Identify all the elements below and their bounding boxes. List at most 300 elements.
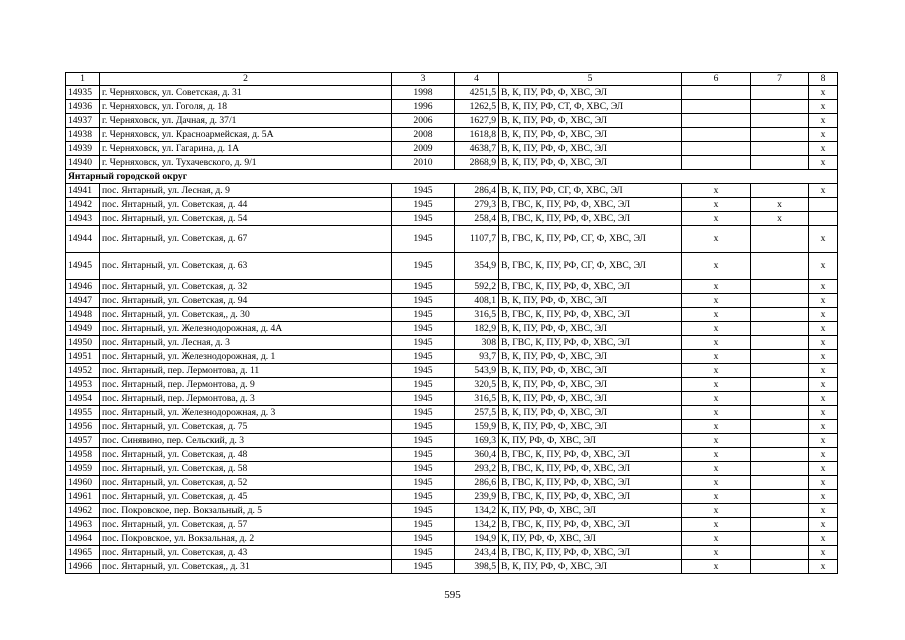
col6-mark bbox=[682, 156, 751, 170]
col7-mark bbox=[751, 128, 809, 142]
works-cell: В, К, ПУ, РФ, Ф, ХВС, ЭЛ bbox=[499, 350, 682, 364]
col7-mark bbox=[751, 448, 809, 462]
col8-mark: х bbox=[809, 156, 838, 170]
table-row bbox=[66, 336, 838, 350]
area-cell: 2868,9 bbox=[455, 156, 499, 170]
address-cell: пос. Янтарный, ул. Железнодорожная, д. 3 bbox=[100, 406, 392, 420]
col8-mark: х bbox=[809, 518, 838, 532]
col6-mark: х bbox=[682, 184, 751, 198]
col7-mark bbox=[751, 308, 809, 322]
col7-mark bbox=[751, 350, 809, 364]
col7-mark bbox=[751, 294, 809, 308]
col7-mark bbox=[751, 86, 809, 100]
year-cell: 1945 bbox=[392, 198, 455, 212]
area-cell: 398,5 bbox=[455, 560, 499, 574]
year-cell: 1945 bbox=[392, 253, 455, 280]
col8-mark: х bbox=[809, 322, 838, 336]
year-cell: 1945 bbox=[392, 212, 455, 226]
col6-mark: х bbox=[682, 392, 751, 406]
col6-mark: х bbox=[682, 322, 751, 336]
table-row bbox=[66, 280, 838, 294]
year-cell: 1945 bbox=[392, 476, 455, 490]
col7-mark bbox=[751, 462, 809, 476]
year-cell: 1945 bbox=[392, 322, 455, 336]
year-cell: 2008 bbox=[392, 128, 455, 142]
record-id: 14949 bbox=[66, 322, 100, 336]
area-cell: 1618,8 bbox=[455, 128, 499, 142]
table-row bbox=[66, 392, 838, 406]
col7-mark bbox=[751, 518, 809, 532]
address-cell: пос. Янтарный, ул. Советская, д. 43 bbox=[100, 546, 392, 560]
area-cell: 182,9 bbox=[455, 322, 499, 336]
col8-mark: х bbox=[809, 350, 838, 364]
table-row bbox=[66, 128, 838, 142]
address-cell: пос. Янтарный, ул. Советская, д. 57 bbox=[100, 518, 392, 532]
address-cell: пос. Янтарный, пер. Лермонтова, д. 9 bbox=[100, 378, 392, 392]
col7-mark bbox=[751, 253, 809, 280]
page-number: 595 bbox=[444, 589, 461, 601]
area-cell: 243,4 bbox=[455, 546, 499, 560]
works-cell: В, ГВС, К, ПУ, РФ, Ф, ХВС, ЭЛ bbox=[499, 280, 682, 294]
works-cell: В, К, ПУ, РФ, Ф, ХВС, ЭЛ bbox=[499, 406, 682, 420]
col8-mark: х bbox=[809, 114, 838, 128]
area-cell: 1107,7 bbox=[455, 226, 499, 253]
col6-mark: х bbox=[682, 253, 751, 280]
works-cell: В, К, ПУ, РФ, Ф, ХВС, ЭЛ bbox=[499, 420, 682, 434]
table-row bbox=[66, 350, 838, 364]
works-cell: В, ГВС, К, ПУ, РФ, СГ, Ф, ХВС, ЭЛ bbox=[499, 253, 682, 280]
address-cell: г. Черняховск, ул. Красноармейская, д. 5А bbox=[100, 128, 392, 142]
address-cell: г. Черняховск, ул. Дачная, д. 37/1 bbox=[100, 114, 392, 128]
col8-mark: х bbox=[809, 308, 838, 322]
area-cell: 592,2 bbox=[455, 280, 499, 294]
col6-mark: х bbox=[682, 280, 751, 294]
record-id: 14941 bbox=[66, 184, 100, 198]
year-cell: 1945 bbox=[392, 392, 455, 406]
works-cell: В, ГВС, К, ПУ, РФ, Ф, ХВС, ЭЛ bbox=[499, 518, 682, 532]
year-cell: 1945 bbox=[392, 280, 455, 294]
col6-mark: х bbox=[682, 546, 751, 560]
col7-mark bbox=[751, 406, 809, 420]
address-cell: пос. Янтарный, ул. Советская, д. 52 bbox=[100, 476, 392, 490]
col6-mark: х bbox=[682, 462, 751, 476]
address-cell: пос. Покровское, пер. Вокзальный, д. 5 bbox=[100, 504, 392, 518]
table-row bbox=[66, 142, 838, 156]
table-row bbox=[66, 406, 838, 420]
col6-mark: х bbox=[682, 448, 751, 462]
col8-mark: х bbox=[809, 546, 838, 560]
record-id: 14965 bbox=[66, 546, 100, 560]
table-row bbox=[66, 420, 838, 434]
table-row bbox=[66, 212, 838, 226]
col-header-1: 1 bbox=[66, 73, 100, 86]
col8-mark: х bbox=[809, 294, 838, 308]
col7-mark bbox=[751, 280, 809, 294]
works-cell: В, К, ПУ, РФ, Ф, ХВС, ЭЛ bbox=[499, 560, 682, 574]
col7-mark bbox=[751, 114, 809, 128]
works-cell: В, К, ПУ, РФ, Ф, ХВС, ЭЛ bbox=[499, 86, 682, 100]
table-row bbox=[66, 114, 838, 128]
col7-mark bbox=[751, 336, 809, 350]
record-id: 14945 bbox=[66, 253, 100, 280]
col8-mark: х bbox=[809, 336, 838, 350]
address-cell: пос. Янтарный, ул. Советская,, д. 30 bbox=[100, 308, 392, 322]
record-id: 14951 bbox=[66, 350, 100, 364]
area-cell: 134,2 bbox=[455, 518, 499, 532]
col8-mark: х bbox=[809, 476, 838, 490]
works-cell: В, К, ПУ, РФ, Ф, ХВС, ЭЛ bbox=[499, 294, 682, 308]
year-cell: 1945 bbox=[392, 308, 455, 322]
area-cell: 316,5 bbox=[455, 308, 499, 322]
table-row bbox=[66, 86, 838, 100]
area-cell: 258,4 bbox=[455, 212, 499, 226]
table-row bbox=[66, 504, 838, 518]
area-cell: 286,4 bbox=[455, 184, 499, 198]
col8-mark: х bbox=[809, 100, 838, 114]
record-id: 14957 bbox=[66, 434, 100, 448]
year-cell: 2009 bbox=[392, 142, 455, 156]
works-cell: В, К, ПУ, РФ, Ф, ХВС, ЭЛ bbox=[499, 364, 682, 378]
record-id: 14935 bbox=[66, 86, 100, 100]
record-id: 14948 bbox=[66, 308, 100, 322]
record-id: 14947 bbox=[66, 294, 100, 308]
table-row bbox=[66, 184, 838, 198]
record-id: 14966 bbox=[66, 560, 100, 574]
col8-mark: х bbox=[809, 420, 838, 434]
address-cell: пос. Янтарный, ул. Советская, д. 94 bbox=[100, 294, 392, 308]
address-cell: пос. Янтарный, ул. Железнодорожная, д. 4А bbox=[100, 322, 392, 336]
year-cell: 1945 bbox=[392, 504, 455, 518]
area-cell: 1627,9 bbox=[455, 114, 499, 128]
area-cell: 543,9 bbox=[455, 364, 499, 378]
year-cell: 1945 bbox=[392, 518, 455, 532]
col7-mark bbox=[751, 560, 809, 574]
col8-mark: х bbox=[809, 392, 838, 406]
works-cell: В, ГВС, К, ПУ, РФ, Ф, ХВС, ЭЛ bbox=[499, 476, 682, 490]
area-cell: 408,1 bbox=[455, 294, 499, 308]
col7-mark bbox=[751, 322, 809, 336]
year-cell: 1998 bbox=[392, 86, 455, 100]
record-id: 14939 bbox=[66, 142, 100, 156]
record-id: 14944 bbox=[66, 226, 100, 253]
area-cell: 293,2 bbox=[455, 462, 499, 476]
address-cell: пос. Янтарный, ул. Лесная, д. 3 bbox=[100, 336, 392, 350]
record-id: 14937 bbox=[66, 114, 100, 128]
col7-mark bbox=[751, 434, 809, 448]
works-cell: В, К, ПУ, РФ, Ф, ХВС, ЭЛ bbox=[499, 378, 682, 392]
col6-mark bbox=[682, 100, 751, 114]
works-cell: В, ГВС, К, ПУ, РФ, Ф, ХВС, ЭЛ bbox=[499, 212, 682, 226]
works-cell: В, К, ПУ, РФ, Ф, ХВС, ЭЛ bbox=[499, 156, 682, 170]
works-cell: В, К, ПУ, РФ, Ф, ХВС, ЭЛ bbox=[499, 114, 682, 128]
table-row bbox=[66, 378, 838, 392]
col8-mark: х bbox=[809, 532, 838, 546]
record-id: 14958 bbox=[66, 448, 100, 462]
col6-mark: х bbox=[682, 560, 751, 574]
works-cell: В, ГВС, К, ПУ, РФ, Ф, ХВС, ЭЛ bbox=[499, 198, 682, 212]
col8-mark: х bbox=[809, 184, 838, 198]
address-cell: г. Черняховск, ул. Гоголя, д. 18 bbox=[100, 100, 392, 114]
year-cell: 1945 bbox=[392, 378, 455, 392]
col6-mark: х bbox=[682, 504, 751, 518]
year-cell: 1945 bbox=[392, 560, 455, 574]
year-cell: 1945 bbox=[392, 226, 455, 253]
address-cell: пос. Янтарный, ул. Советская, д. 67 bbox=[100, 226, 392, 253]
col6-mark: х bbox=[682, 518, 751, 532]
table-row bbox=[66, 308, 838, 322]
record-id: 14938 bbox=[66, 128, 100, 142]
works-cell: В, К, ПУ, РФ, Ф, ХВС, ЭЛ bbox=[499, 128, 682, 142]
year-cell: 1945 bbox=[392, 532, 455, 546]
area-cell: 308 bbox=[455, 336, 499, 350]
year-cell: 1945 bbox=[392, 364, 455, 378]
col6-mark bbox=[682, 114, 751, 128]
year-cell: 1945 bbox=[392, 546, 455, 560]
col6-mark: х bbox=[682, 212, 751, 226]
table-row bbox=[66, 490, 838, 504]
year-cell: 1945 bbox=[392, 406, 455, 420]
col7-mark bbox=[751, 364, 809, 378]
record-id: 14959 bbox=[66, 462, 100, 476]
address-cell: пос. Янтарный, ул. Советская, д. 58 bbox=[100, 462, 392, 476]
col-header-7: 7 bbox=[751, 73, 809, 86]
col7-mark bbox=[751, 142, 809, 156]
address-cell: пос. Покровское, ул. Вокзальная, д. 2 bbox=[100, 532, 392, 546]
table-row bbox=[66, 462, 838, 476]
area-cell: 354,9 bbox=[455, 253, 499, 280]
record-id: 14954 bbox=[66, 392, 100, 406]
area-cell: 316,5 bbox=[455, 392, 499, 406]
col-header-2: 2 bbox=[100, 73, 392, 86]
col7-mark bbox=[751, 392, 809, 406]
col8-mark: х bbox=[809, 490, 838, 504]
col8-mark: х bbox=[809, 142, 838, 156]
table-row bbox=[66, 518, 838, 532]
col7-mark bbox=[751, 378, 809, 392]
address-cell: пос. Янтарный, ул. Советская, д. 48 bbox=[100, 448, 392, 462]
col8-mark: х bbox=[809, 434, 838, 448]
year-cell: 1945 bbox=[392, 434, 455, 448]
address-cell: г. Черняховск, ул. Тухачевского, д. 9/1 bbox=[100, 156, 392, 170]
col7-mark: х bbox=[751, 212, 809, 226]
works-cell: В, К, ПУ, РФ, СТ, Ф, ХВС, ЭЛ bbox=[499, 100, 682, 114]
section-row bbox=[66, 170, 838, 184]
area-cell: 360,4 bbox=[455, 448, 499, 462]
year-cell: 1945 bbox=[392, 294, 455, 308]
year-cell: 1996 bbox=[392, 100, 455, 114]
year-cell: 1945 bbox=[392, 448, 455, 462]
col6-mark: х bbox=[682, 378, 751, 392]
works-cell: В, ГВС, К, ПУ, РФ, СГ, Ф, ХВС, ЭЛ bbox=[499, 226, 682, 253]
col8-mark: х bbox=[809, 226, 838, 253]
col8-mark bbox=[809, 198, 838, 212]
record-id: 14961 bbox=[66, 490, 100, 504]
col8-mark: х bbox=[809, 86, 838, 100]
col8-mark: х bbox=[809, 560, 838, 574]
table-row bbox=[66, 198, 838, 212]
col6-mark: х bbox=[682, 226, 751, 253]
area-cell: 169,3 bbox=[455, 434, 499, 448]
col-header-8: 8 bbox=[809, 73, 838, 86]
table-row bbox=[66, 448, 838, 462]
address-cell: пос. Янтарный, ул. Советская, д. 45 bbox=[100, 490, 392, 504]
col7-mark bbox=[751, 532, 809, 546]
address-cell: пос. Янтарный, ул. Советская, д. 44 bbox=[100, 198, 392, 212]
table-row bbox=[66, 434, 838, 448]
record-id: 14950 bbox=[66, 336, 100, 350]
column-number-row bbox=[66, 73, 838, 86]
col6-mark: х bbox=[682, 434, 751, 448]
address-cell: пос. Янтарный, ул. Советская,, д. 31 bbox=[100, 560, 392, 574]
col7-mark bbox=[751, 504, 809, 518]
record-id: 14956 bbox=[66, 420, 100, 434]
address-cell: пос. Янтарный, ул. Советская, д. 54 bbox=[100, 212, 392, 226]
col7-mark bbox=[751, 420, 809, 434]
record-id: 14946 bbox=[66, 280, 100, 294]
works-cell: В, ГВС, К, ПУ, РФ, Ф, ХВС, ЭЛ bbox=[499, 490, 682, 504]
table-row bbox=[66, 253, 838, 280]
col8-mark: х bbox=[809, 448, 838, 462]
area-cell: 257,5 bbox=[455, 406, 499, 420]
col6-mark: х bbox=[682, 308, 751, 322]
table-body bbox=[66, 73, 838, 574]
works-cell: К, ПУ, РФ, Ф, ХВС, ЭЛ bbox=[499, 504, 682, 518]
section-title: Янтарный городской округ bbox=[66, 170, 838, 184]
table-row bbox=[66, 322, 838, 336]
col7-mark bbox=[751, 546, 809, 560]
col8-mark bbox=[809, 212, 838, 226]
record-id: 14964 bbox=[66, 532, 100, 546]
works-cell: В, ГВС, К, ПУ, РФ, Ф, ХВС, ЭЛ bbox=[499, 546, 682, 560]
area-cell: 279,3 bbox=[455, 198, 499, 212]
address-cell: пос. Янтарный, пер. Лермонтова, д. 11 bbox=[100, 364, 392, 378]
works-cell: В, К, ПУ, РФ, Ф, ХВС, ЭЛ bbox=[499, 322, 682, 336]
area-cell: 4638,7 bbox=[455, 142, 499, 156]
area-cell: 134,2 bbox=[455, 504, 499, 518]
table-row bbox=[66, 156, 838, 170]
col6-mark: х bbox=[682, 490, 751, 504]
col6-mark bbox=[682, 142, 751, 156]
col8-mark: х bbox=[809, 378, 838, 392]
address-cell: пос. Янтарный, ул. Лесная, д. 9 bbox=[100, 184, 392, 198]
record-id: 14943 bbox=[66, 212, 100, 226]
area-cell: 93,7 bbox=[455, 350, 499, 364]
table-row bbox=[66, 364, 838, 378]
record-id: 14952 bbox=[66, 364, 100, 378]
col8-mark: х bbox=[809, 462, 838, 476]
works-cell: В, ГВС, К, ПУ, РФ, Ф, ХВС, ЭЛ bbox=[499, 462, 682, 476]
works-cell: В, ГВС, К, ПУ, РФ, Ф, ХВС, ЭЛ bbox=[499, 308, 682, 322]
col6-mark: х bbox=[682, 294, 751, 308]
col6-mark: х bbox=[682, 532, 751, 546]
area-cell: 1262,5 bbox=[455, 100, 499, 114]
address-cell: пос. Янтарный, ул. Советская, д. 32 bbox=[100, 280, 392, 294]
col8-mark: х bbox=[809, 253, 838, 280]
col6-mark: х bbox=[682, 364, 751, 378]
works-cell: В, К, ПУ, РФ, СГ, Ф, ХВС, ЭЛ bbox=[499, 184, 682, 198]
record-id: 14942 bbox=[66, 198, 100, 212]
housing-register-table bbox=[65, 72, 838, 574]
area-cell: 159,9 bbox=[455, 420, 499, 434]
year-cell: 1945 bbox=[392, 420, 455, 434]
table-row bbox=[66, 560, 838, 574]
record-id: 14936 bbox=[66, 100, 100, 114]
col6-mark bbox=[682, 128, 751, 142]
record-id: 14940 bbox=[66, 156, 100, 170]
col6-mark: х bbox=[682, 350, 751, 364]
table-row bbox=[66, 100, 838, 114]
table-row bbox=[66, 546, 838, 560]
table-row bbox=[66, 226, 838, 253]
col-header-5: 5 bbox=[499, 73, 682, 86]
address-cell: пос. Янтарный, ул. Советская, д. 75 bbox=[100, 420, 392, 434]
address-cell: пос. Янтарный, пер. Лермонтова, д. 3 bbox=[100, 392, 392, 406]
year-cell: 1945 bbox=[392, 490, 455, 504]
year-cell: 1945 bbox=[392, 350, 455, 364]
col6-mark: х bbox=[682, 420, 751, 434]
record-id: 14955 bbox=[66, 406, 100, 420]
col7-mark bbox=[751, 184, 809, 198]
col6-mark: х bbox=[682, 336, 751, 350]
year-cell: 1945 bbox=[392, 336, 455, 350]
col6-mark: х bbox=[682, 406, 751, 420]
year-cell: 2010 bbox=[392, 156, 455, 170]
table-row bbox=[66, 532, 838, 546]
area-cell: 320,5 bbox=[455, 378, 499, 392]
col8-mark: х bbox=[809, 280, 838, 294]
area-cell: 4251,5 bbox=[455, 86, 499, 100]
col7-mark: х bbox=[751, 198, 809, 212]
address-cell: пос. Синявино, пер. Сельский, д. 3 bbox=[100, 434, 392, 448]
year-cell: 1945 bbox=[392, 462, 455, 476]
address-cell: г. Черняховск, ул. Гагарина, д. 1А bbox=[100, 142, 392, 156]
col-header-6: 6 bbox=[682, 73, 751, 86]
col8-mark: х bbox=[809, 128, 838, 142]
area-cell: 194,9 bbox=[455, 532, 499, 546]
col7-mark bbox=[751, 100, 809, 114]
col6-mark bbox=[682, 86, 751, 100]
works-cell: В, К, ПУ, РФ, Ф, ХВС, ЭЛ bbox=[499, 142, 682, 156]
table-row bbox=[66, 294, 838, 308]
table-row bbox=[66, 476, 838, 490]
col7-mark bbox=[751, 226, 809, 253]
record-id: 14962 bbox=[66, 504, 100, 518]
area-cell: 239,9 bbox=[455, 490, 499, 504]
area-cell: 286,6 bbox=[455, 476, 499, 490]
works-cell: В, К, ПУ, РФ, Ф, ХВС, ЭЛ bbox=[499, 392, 682, 406]
col7-mark bbox=[751, 476, 809, 490]
col8-mark: х bbox=[809, 504, 838, 518]
address-cell: г. Черняховск, ул. Советская, д. 31 bbox=[100, 86, 392, 100]
col8-mark: х bbox=[809, 406, 838, 420]
works-cell: В, ГВС, К, ПУ, РФ, Ф, ХВС, ЭЛ bbox=[499, 448, 682, 462]
col7-mark bbox=[751, 156, 809, 170]
works-cell: В, ГВС, К, ПУ, РФ, Ф, ХВС, ЭЛ bbox=[499, 336, 682, 350]
address-cell: пос. Янтарный, ул. Советская, д. 63 bbox=[100, 253, 392, 280]
col7-mark bbox=[751, 490, 809, 504]
col-header-4: 4 bbox=[455, 73, 499, 86]
col-header-3: 3 bbox=[392, 73, 455, 86]
address-cell: пос. Янтарный, ул. Железнодорожная, д. 1 bbox=[100, 350, 392, 364]
works-cell: К, ПУ, РФ, Ф, ХВС, ЭЛ bbox=[499, 532, 682, 546]
year-cell: 2006 bbox=[392, 114, 455, 128]
col6-mark: х bbox=[682, 198, 751, 212]
year-cell: 1945 bbox=[392, 184, 455, 198]
record-id: 14960 bbox=[66, 476, 100, 490]
col8-mark: х bbox=[809, 364, 838, 378]
record-id: 14963 bbox=[66, 518, 100, 532]
col6-mark: х bbox=[682, 476, 751, 490]
